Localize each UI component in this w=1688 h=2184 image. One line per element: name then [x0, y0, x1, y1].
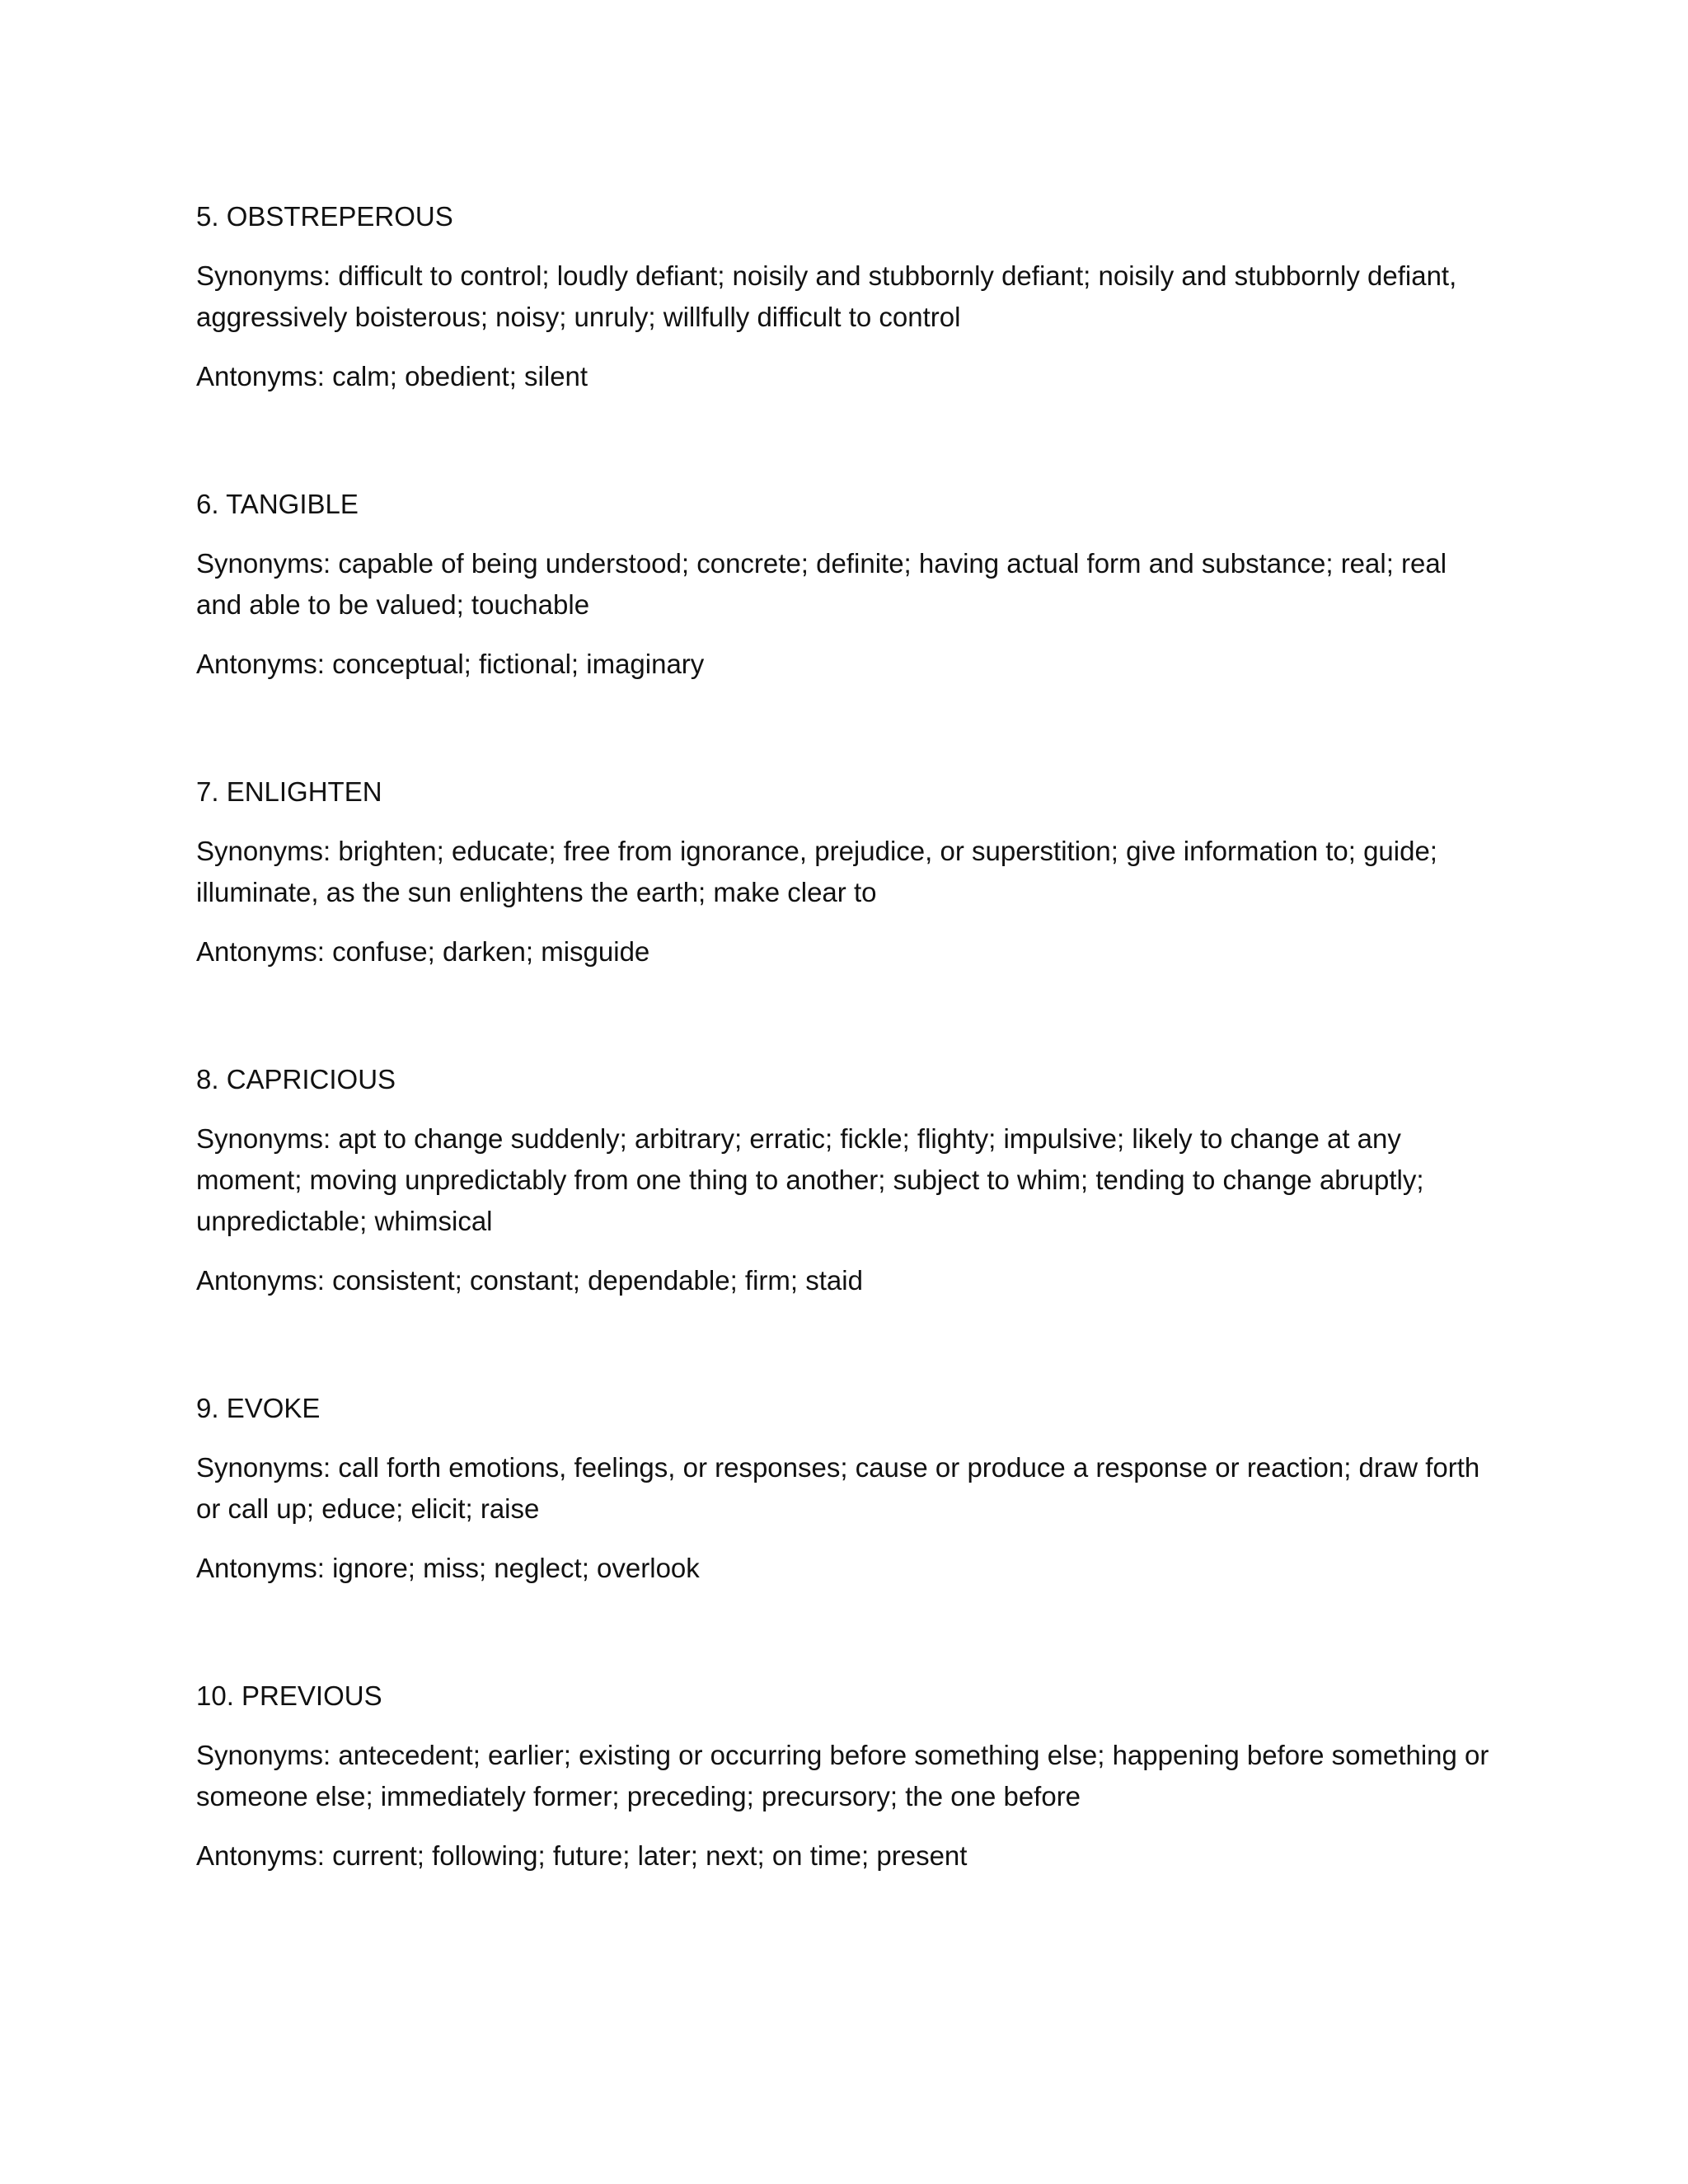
entry-antonyms: Antonyms: consistent; constant; dependable; firm; staid	[196, 1265, 863, 1296]
entry-term: 10. PREVIOUS	[196, 1680, 382, 1711]
entry-term: 8. CAPRICIOUS	[196, 1064, 396, 1094]
vocab-entry-obstreperous	[196, 196, 1490, 397]
entry-synonyms: Synonyms: antecedent; earlier; existing or occurring before something else; happening before something or someone else; immediately former; preceding; precursory; the one before	[196, 1740, 1489, 1811]
vocab-entry-tangible	[196, 484, 1490, 685]
entry-antonyms: Antonyms: ignore; miss; neglect; overlook	[196, 1553, 700, 1583]
entry-synonyms: Synonyms: brighten; educate; free from ignorance, prejudice, or superstition; give information to; guide; illuminate, as the sun enlightens the earth; make clear to	[196, 836, 1437, 907]
entry-term: 7. ENLIGHTEN	[196, 776, 382, 807]
entry-term: 6. TANGIBLE	[196, 489, 359, 519]
entry-antonyms: Antonyms: conceptual; fictional; imaginary	[196, 649, 705, 679]
entry-antonyms: Antonyms: calm; obedient; silent	[196, 361, 588, 391]
vocab-entry-capricious	[196, 1059, 1490, 1301]
entry-synonyms: Synonyms: difficult to control; loudly defiant; noisily and stubbornly defiant; noisily and stubbornly defiant, aggressively boisterous; noisy; unruly; willfully difficult to control	[196, 260, 1457, 332]
entry-synonyms: Synonyms: apt to change suddenly; arbitrary; erratic; fickle; flighty; impulsive; likely to change at any moment; moving unpredictably from one thing to another; subject to whim; tending to change abruptly; unpredictable; whimsical	[196, 1123, 1424, 1236]
entry-term: 9. EVOKE	[196, 1393, 321, 1423]
entry-term: 5. OBSTREPEROUS	[196, 201, 453, 232]
vocab-entry-enlighten	[196, 771, 1490, 972]
entry-antonyms: Antonyms: current; following; future; later; next; on time; present	[196, 1840, 968, 1871]
entry-synonyms: Synonyms: capable of being understood; concrete; definite; having actual form and substance; real; real and able to be valued; touchable	[196, 548, 1447, 620]
entry-synonyms: Synonyms: call forth emotions, feelings, or responses; cause or produce a response or reaction; draw forth or call up; educe; elicit; raise	[196, 1452, 1480, 1524]
vocab-entry-previous	[196, 1675, 1490, 1877]
entry-antonyms: Antonyms: confuse; darken; misguide	[196, 936, 650, 967]
vocab-entry-evoke	[196, 1388, 1490, 1589]
vocabulary-list	[196, 196, 1490, 1877]
